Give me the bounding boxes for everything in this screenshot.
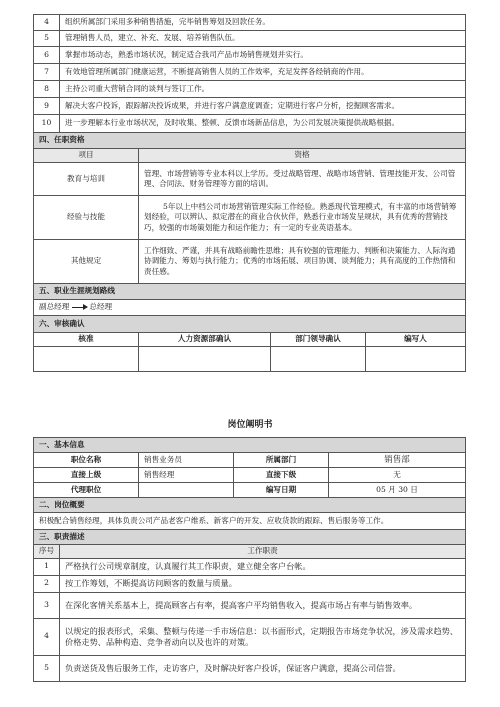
column-header-number: 序号 xyxy=(34,545,60,559)
career-path xyxy=(34,300,466,316)
section-header xyxy=(34,530,466,545)
duty-number: 4 xyxy=(34,618,60,655)
duty-text: 在深化客情关系基本上，提高顾客占有率，提高客户平均销售收入，提高市场占有率与销售效率。 xyxy=(60,592,466,618)
table-row xyxy=(34,240,466,284)
duty-number: 2 xyxy=(34,575,60,592)
section-header xyxy=(34,316,466,333)
job-title-value: 销售业务员 xyxy=(139,453,234,468)
job-summary: 积极配合销售经理，具体负责公司产品老客户维系、新客户的开发、应收货款的跟踪、售后服务等工作。 xyxy=(34,513,466,530)
qualification-text: 管理、市场营销等专业本科以上学历。受过战略管理、战略市场营销、管理技能开发、公司管理、合同法、财务管理等方面的培训。 xyxy=(139,163,466,196)
duty-text: 解决大客户投诉，跟踪解决投诉成果，并进行客户满意度调查；定期进行客户分析，挖掘顾客需求。 xyxy=(60,98,466,115)
document-title: 岗位阐明书 xyxy=(227,420,273,430)
duty-number: 9 xyxy=(34,98,60,115)
career-from: 副总经理 xyxy=(39,302,70,312)
table-row xyxy=(34,558,466,575)
section-title-career-path: 五、职业生涯规划路线 xyxy=(34,284,466,300)
section-title-qualifications: 四、任职资格 xyxy=(34,133,466,149)
deputy-label: 代理职位 xyxy=(34,483,139,498)
department-label: 所属部门 xyxy=(234,453,329,468)
qualification-item: 其他规定 xyxy=(34,240,139,284)
subordinate-label: 直接下级 xyxy=(234,468,329,483)
date-label: 编写日期 xyxy=(234,483,329,498)
signature-cell-author[interactable] xyxy=(365,347,465,372)
signature-cell-dept-lead[interactable] xyxy=(270,347,365,372)
summary-row xyxy=(34,513,466,530)
table-row xyxy=(34,15,466,31)
info-row xyxy=(34,468,466,483)
signature-cell-approve[interactable] xyxy=(34,347,139,372)
duty-number: 10 xyxy=(34,115,60,133)
table-row xyxy=(34,575,466,592)
duty-text: 以规定的报表形式，采集、整顿与传递一手市场信息：以书面形式，定期报告市场竞争状况，涉及需求趋势、价格走势、品种构造、竞争者动向以及也许的对策。 xyxy=(60,618,466,655)
section-title-basic-info: 一、基本信息 xyxy=(34,438,466,453)
duty-text: 主持公司重大营销合同的谈判与签订工作。 xyxy=(60,81,466,98)
duty-text: 严格执行公司规章制度，认真履行其工作职责，建立健全客户台帐。 xyxy=(60,558,466,575)
career-path-row xyxy=(34,300,466,316)
section-header xyxy=(34,284,466,300)
info-row xyxy=(34,483,466,498)
table-row xyxy=(34,64,466,81)
table-header-row xyxy=(34,149,466,163)
column-header-requirement: 资格 xyxy=(139,149,466,163)
section-title-duties: 三、职责描述 xyxy=(34,530,466,545)
qualification-item: 教育与培训 xyxy=(34,163,139,196)
approval-header-approve: 核准 xyxy=(34,333,139,347)
qualification-text: 5年以上中档公司市场营销管理实际工作经验。熟悉现代管理模式，有丰富的市场营销筹划经验，可以辨认、拟定潜在的商业合伙伙伴，熟悉行业市场发呈规状，具有优秀的营销技巧，较强的市场策划能力和运作能力；有一定的专业英语基本。 xyxy=(139,196,466,240)
approval-signature-row xyxy=(34,347,466,372)
job-description-table xyxy=(33,437,466,682)
duty-number: 7 xyxy=(34,64,60,81)
section-title-summary: 二、岗位概要 xyxy=(34,498,466,513)
duty-text: 管理销售人员，建立、补充、发展、培养销售队伍。 xyxy=(60,31,466,47)
approval-header-author: 编写人 xyxy=(365,333,465,347)
duty-number: 5 xyxy=(34,31,60,47)
table-row xyxy=(34,618,466,655)
table-row xyxy=(34,98,466,115)
duty-text: 进一步理解本行业市场状况，及时收集、整顿、反馈市场新品信息，为公司发展决策提供战略根据。 xyxy=(60,115,466,133)
duty-text: 按工作筹划，不断提高访问顾客的数量与质量。 xyxy=(60,575,466,592)
section-header xyxy=(34,498,466,513)
superior-label: 直接上级 xyxy=(34,468,139,483)
superior-value: 销售经理 xyxy=(139,468,234,483)
duty-number: 4 xyxy=(34,15,60,31)
department-value: 销售部 xyxy=(329,453,466,468)
table-header-row xyxy=(34,545,466,559)
job-title-label: 职位名称 xyxy=(34,453,139,468)
approval-header-hr: 人力资源部确认 xyxy=(139,333,271,347)
approval-header-row xyxy=(34,333,466,347)
section-header xyxy=(34,438,466,453)
table-row xyxy=(34,47,466,64)
duty-text: 组织所属部门采用多种销售措施，完毕销售筹划及回款任务。 xyxy=(60,15,466,31)
duty-number: 1 xyxy=(34,558,60,575)
table-row xyxy=(34,115,466,133)
deputy-value xyxy=(139,483,234,498)
approval-header-dept-lead: 部门领导确认 xyxy=(270,333,365,347)
info-row xyxy=(34,453,466,468)
table-row xyxy=(34,592,466,618)
column-header-item: 项目 xyxy=(34,149,139,163)
duty-number: 6 xyxy=(34,47,60,64)
duty-number: 3 xyxy=(34,592,60,618)
table-row xyxy=(34,196,466,240)
table-row xyxy=(34,81,466,98)
duty-text: 有效地管理所属部门健康运营，不断提高销售人员的工作效率，充足发挥各经销商的作用。 xyxy=(60,64,466,81)
signature-cell-hr[interactable] xyxy=(139,347,271,372)
career-to: 总经理 xyxy=(89,302,113,312)
table-row xyxy=(34,163,466,196)
duty-number: 8 xyxy=(34,81,60,98)
qualification-text: 工作细致、严谨，并具有战略前瞻性思维；具有较强的管理能力、判断和决策能力、人际沟通协调能力、筹划与执行能力；优秀的市场拓展、项目协调、谈判能力；具有高度的工作热情和责任感。 xyxy=(139,240,466,284)
section-title-approval: 六、审核确认 xyxy=(34,316,466,333)
qualification-item: 经验与技能 xyxy=(34,196,139,240)
right-arrow-icon xyxy=(72,307,86,308)
subordinate-value: 无 xyxy=(329,468,466,483)
duty-text: 掌握市场动态，熟悉市场状况，制定适合我司产品市场销售规划并实行。 xyxy=(60,47,466,64)
table-row xyxy=(34,655,466,681)
job-description-continued-table xyxy=(33,14,466,372)
duty-number: 5 xyxy=(34,655,60,681)
table-row xyxy=(34,31,466,47)
section-header xyxy=(34,133,466,149)
column-header-duty: 工作职责 xyxy=(60,545,466,559)
duty-text: 负责送货及售后服务工作，走访客户，及时解决好客户投诉，保证客户满意，提高公司信誉。 xyxy=(60,655,466,681)
date-value: 05 月 30 日 xyxy=(329,483,466,498)
